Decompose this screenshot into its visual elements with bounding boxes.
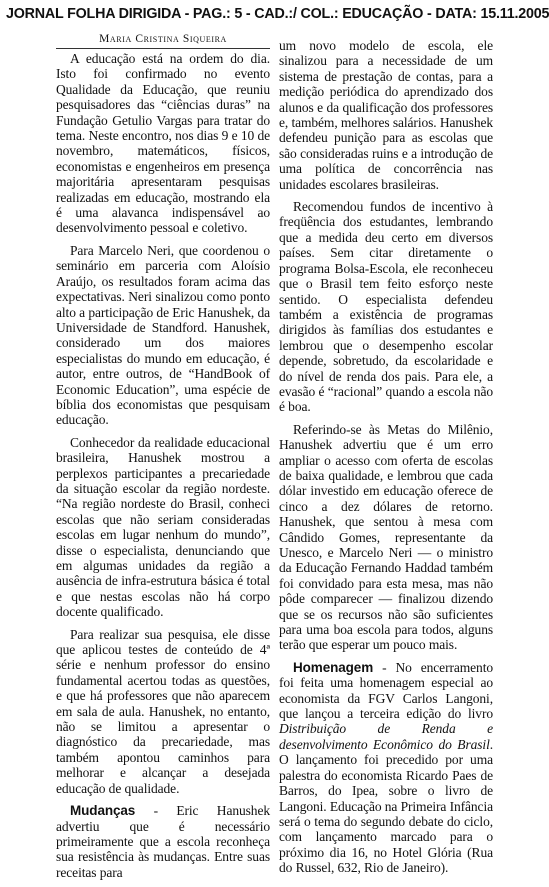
- paragraph-2: Para Marcelo Neri, que coordenou o seminário em parceria com Aloísio Araújo, os resultados foram acima das expectativas. Neri sinalizou como ponto alto a participação de Eric Hanushek, da Universidade de Standford. Hanushek, considerado um dos maiores especialistas do mundo em educação, é autor, entre outros, de “HandBook of Economic Education”, uma espécie de bíblia dos economistas que pesquisam educação.: [56, 242, 270, 428]
- section-name: EDUCAÇÃO: [342, 6, 424, 22]
- paragraph-1: A educação está na ordem do dia. Isto foi confirmado no evento Qualidade da Educação, que reuniu pesquisadores das “ciências duras” na Fundação Getulio Vargas para tratar do tema. Neste encontro, nos dias 9 e 10 de novembro, matemáticos, físicos, economistas e engenheiros em presença majoritária apresentaram pesquisas realizadas em educação, mostrando ela é uma alavanca indispensável ao desenvolvimento pessoal e coletivo.: [56, 51, 270, 236]
- author-byline: Maria Cristina Siqueira: [56, 32, 270, 49]
- paragraph-3: Conhecedor da realidade educacional brasileira, Hanushek mostrou a perplexos participantes a precariedade da situação escolar da região nordeste. “Na região nordeste do Brasil, conheci escolas que não seriam consideradas escolas em lugar nenhum do mundo”, disse o especialista, denunciando que em algumas unidades da região a ausência de infra-estrutura básica é total e que nestas escolas não há corpo docente qualificado.: [56, 434, 270, 620]
- paragraph-8: [279, 660, 493, 876]
- paragraph-6: Recomendou fundos de incentivo à freqüência dos estudantes, lembrando que a medida deu certo em diversos países. Sem citar diretamente o programa Bolsa-Escola, ele reconheceu que o Brasil tem feito esforço neste sentido. O especialista defendeu também a existência de programas dirigidos às famílias dos estudantes e lembrou que o desempenho escolar depende, sobretudo, da escolaridade e do nível de renda dos pais. Para ele, a evasão é “racional” quando a escola não é boa.: [279, 199, 493, 415]
- article-column-left: [56, 32, 270, 887]
- date-label: DATA:: [435, 6, 477, 22]
- section-lead-homenagem: Homenagem: [293, 659, 374, 675]
- page-header: JORNAL FOLHA DIRIGIDA - PAG.: 5 - CAD.:/ COL.: EDUCAÇÃO - DATA: 15.11.2005: [6, 6, 549, 22]
- page-label: PAG.:: [192, 6, 231, 22]
- page-number: 5: [234, 6, 243, 22]
- section-label: CAD.:/ COL.:: [254, 6, 339, 22]
- paragraph-8-text-b: . O lançamento foi precedido por uma palestra do economista Ricardo Paes de Barros, do Ipea, sobre o livro de Langoni. Educação na Primeira Infância será o tema do segundo debate do ciclo, com lançamento marcado para o próximo dia 16, no Hotel Glória (Rua do Russel, 632, Rio de Janeiro).: [279, 736, 493, 876]
- paragraph-8-text-a: - No encerramento foi feita uma homenagem especial ao economista da FGV Carlos Langoni, que lançou a terceira edição do livro: [279, 659, 493, 722]
- paragraph-5-text: - Eric Hanushek advertiu que é necessário primeiramente que a escola reconheça sua resistência às mudanças. Entre suas receitas para: [56, 803, 270, 880]
- publication-name: JORNAL FOLHA DIRIGIDA: [6, 6, 181, 22]
- paragraph-7: Referindo-se às Metas do Milênio, Hanushek advertiu que é um erro ampliar o acesso com oferta de escolas de baixa qualidade, e lembrou que cada dólar investido em educação oferece de cinco a dez dólares de retorno. Hanushek, que sentou à mesa com Cândido Gomes, representante da Unesco, e Marcelo Neri — o ministro da Educação Fernando Haddad também foi convidado para esta mesa, mas não pôde comparecer — finalizou dizendo que se os recursos não são suficientes para uma boa escola para todos, alguns terão que esperar um pouco mais.: [279, 421, 493, 653]
- date-value: 15.11.2005: [480, 6, 549, 22]
- section-lead-mudancas: Mudanças: [70, 803, 136, 819]
- paragraph-5: [56, 803, 270, 880]
- article-column-right: [279, 38, 493, 883]
- paragraph-5-continued: um novo modelo de escola, ele sinalizou para a necessidade de um sistema de prestação de contas, para a medição periódica do aprendizado dos alunos e da qualificação dos professores e, também, melhores salários. Hanushek defendeu punição para as escolas que são consideradas ruins e a introdução de uma política de concorrência nas unidades escolares brasileiras.: [279, 38, 494, 192]
- paragraph-4: Para realizar sua pesquisa, ele disse que aplicou testes de conteúdo de 4ª série e nenhum professor do ensino fundamental acertou todas as questões, e que há professores que não aparecem em sala de aula. Hanushek, no entanto, não se limitou a apresentar o diagnóstico da precariedade, mas também apontou caminhos para melhorar e alcançar a desejada educação de qualidade.: [56, 626, 270, 796]
- book-title: Distribuição de Renda e desenvolvimento Econômico do Brasil: [279, 721, 493, 752]
